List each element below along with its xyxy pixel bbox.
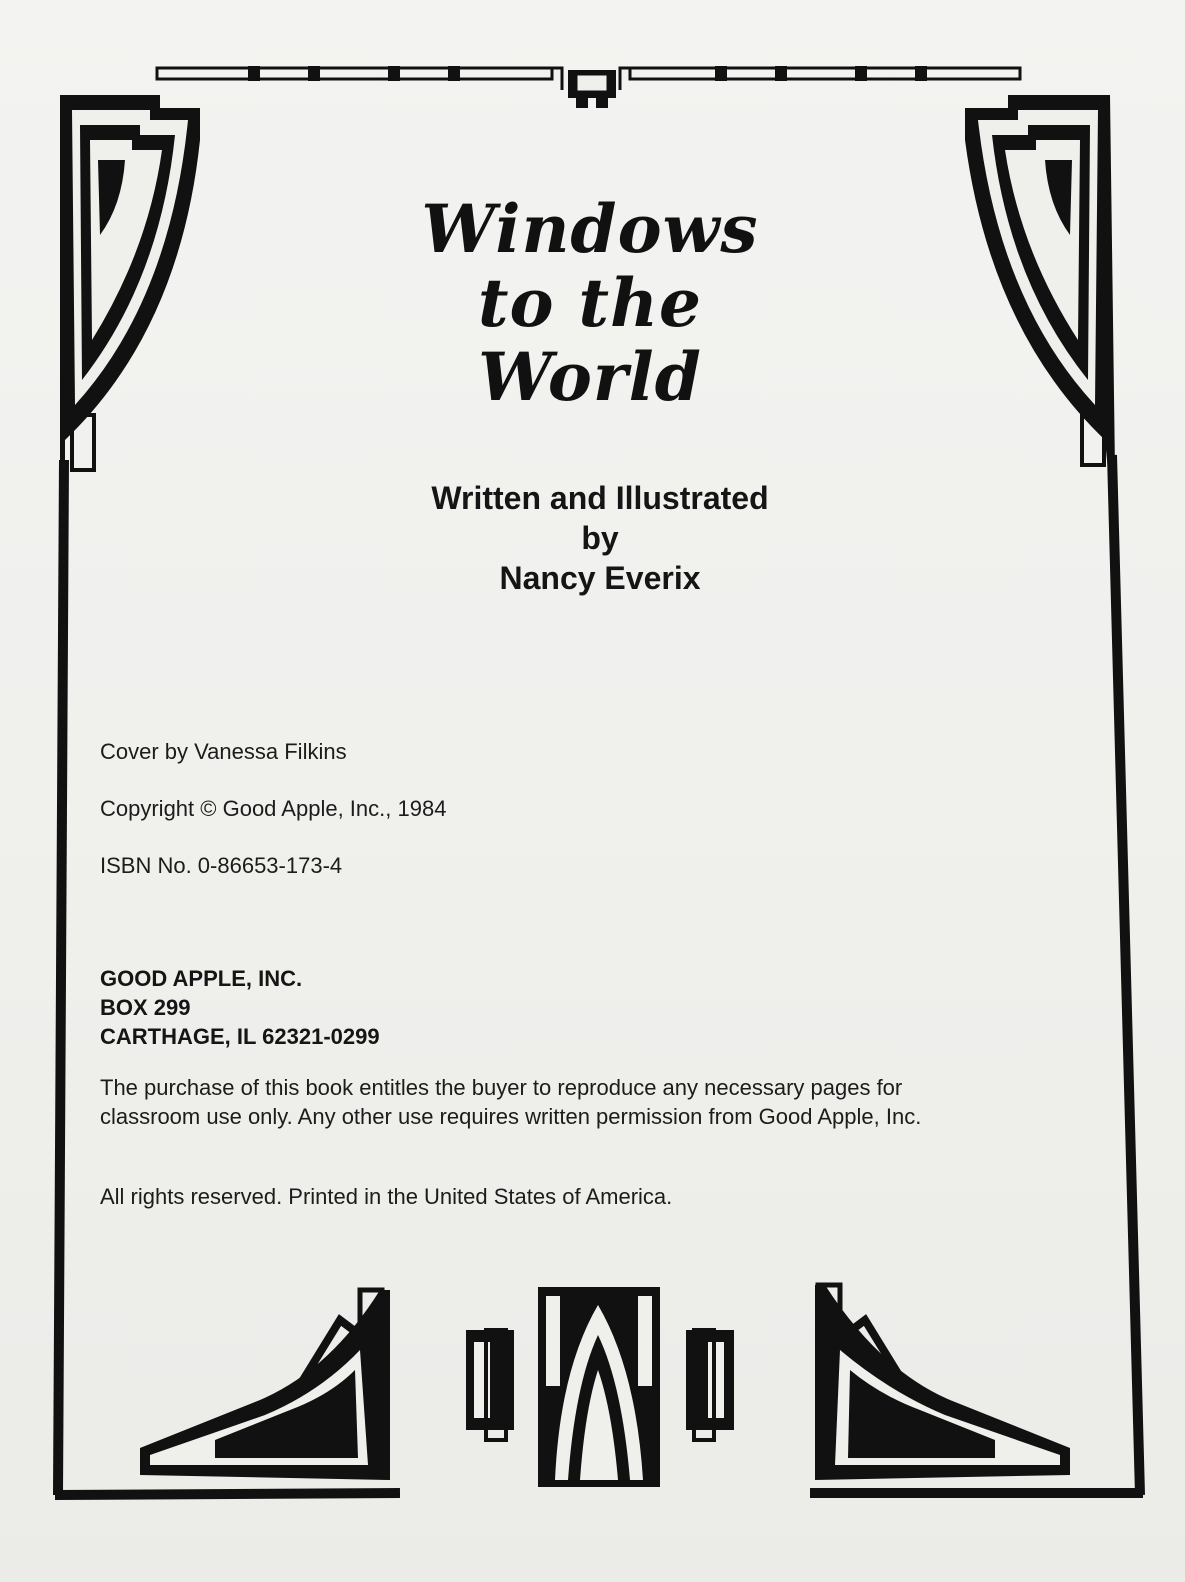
- publisher-name: GOOD APPLE, INC.: [100, 966, 303, 991]
- right-border: [1112, 455, 1140, 1495]
- publisher-address: [100, 964, 380, 1051]
- publisher-box: BOX 299: [100, 995, 191, 1020]
- bottom-border-left: [55, 1493, 400, 1495]
- byline-line: by: [581, 520, 619, 556]
- left-border: [58, 460, 64, 1495]
- byline-line: Written and Illustrated: [431, 480, 769, 516]
- title-line: Windows: [421, 190, 759, 268]
- art-deco-bottom-center: [466, 1287, 734, 1487]
- title-line: World: [478, 338, 702, 416]
- byline: [300, 478, 900, 598]
- art-deco-bottom-right: [815, 1285, 1070, 1480]
- art-deco-corner-left: [60, 95, 200, 470]
- rights-statement: All rights reserved. Printed in the United States of America.: [100, 1184, 673, 1209]
- publisher-city: CARTHAGE, IL 62321-0299: [100, 1024, 380, 1049]
- author-name: Nancy Everix: [499, 560, 701, 596]
- cover-credit: Cover by Vanessa Filkins: [100, 739, 347, 764]
- art-deco-top-bar: [157, 66, 1020, 108]
- reproduction-notice: The purchase of this book entitles the buyer to reproduce any necessary pages for classroom use only. Any other use requires written permission from Good Apple, Inc.: [100, 1075, 922, 1129]
- copyright: Copyright © Good Apple, Inc., 1984: [100, 796, 447, 821]
- art-deco-bottom-left: [140, 1290, 390, 1480]
- book-title: [330, 192, 850, 414]
- art-deco-corner-right: [965, 95, 1115, 470]
- title-line: to the: [478, 264, 702, 342]
- isbn: ISBN No. 0-86653-173-4: [100, 853, 343, 878]
